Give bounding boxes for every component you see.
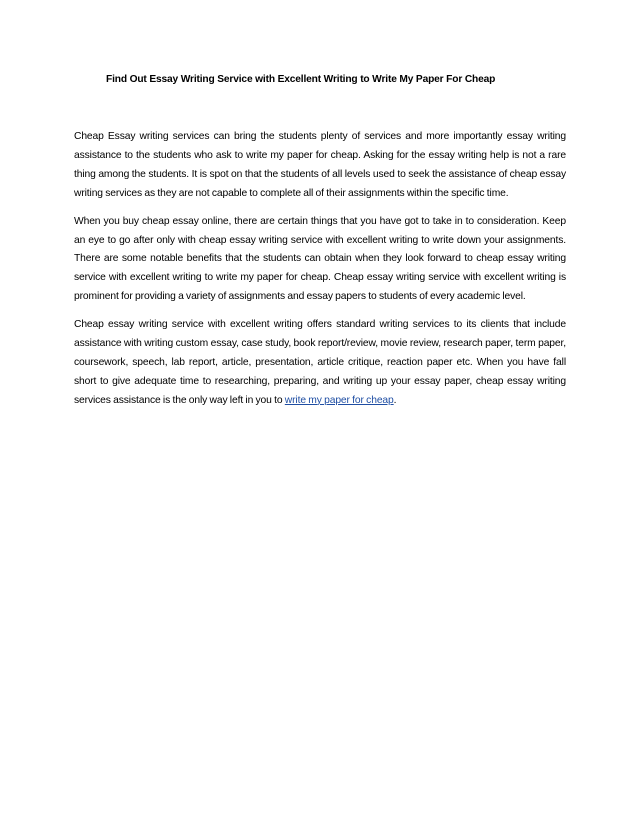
paragraph-2: When you buy cheap essay online, there are certain things that you have got to take in to consideration. Keep an eye to go after only with cheap essay writing service with excellent writing to write down your assignments. There are some notable benefits that the students can obtain when they look forward to cheap essay writing service with excellent writing to write my paper for cheap. Cheap essay writing service with excellent writing is prominent for providing a variety of assignments and essay papers to students of every academic level. <box>74 215 566 303</box>
document-body <box>74 128 566 420</box>
paragraph-3-text: Cheap essay writing service with excellent writing offers standard writing services to its clients that include assistance with writing custom essay, case study, book report/review, movie review, research paper, term paper, coursework, speech, lab report, article, presentation, article critique, reaction paper etc. When you have fall short to give adequate time to researching, preparing, and writing up your essay paper, cheap essay writing services assistance is the only way left in you to <box>74 319 566 406</box>
paragraph-3-end: . <box>393 394 397 406</box>
paragraph-1: Cheap Essay writing services can bring the students plenty of services and more importantly essay writing assistance to the students who ask to write my paper for cheap. Asking for the essay writing help is not a rare thing among the students. It is spot on that the students of all levels used to seek the assistance of cheap essay writing services as they are not capable to complete all of their assignments within the specific time. <box>74 131 566 199</box>
document-title: Find Out Essay Writing Service with Excellent Writing to Write My Paper For Cheap <box>106 74 496 85</box>
write-my-paper-link[interactable]: write my paper for cheap <box>284 394 394 406</box>
paragraph-3 <box>74 316 566 411</box>
